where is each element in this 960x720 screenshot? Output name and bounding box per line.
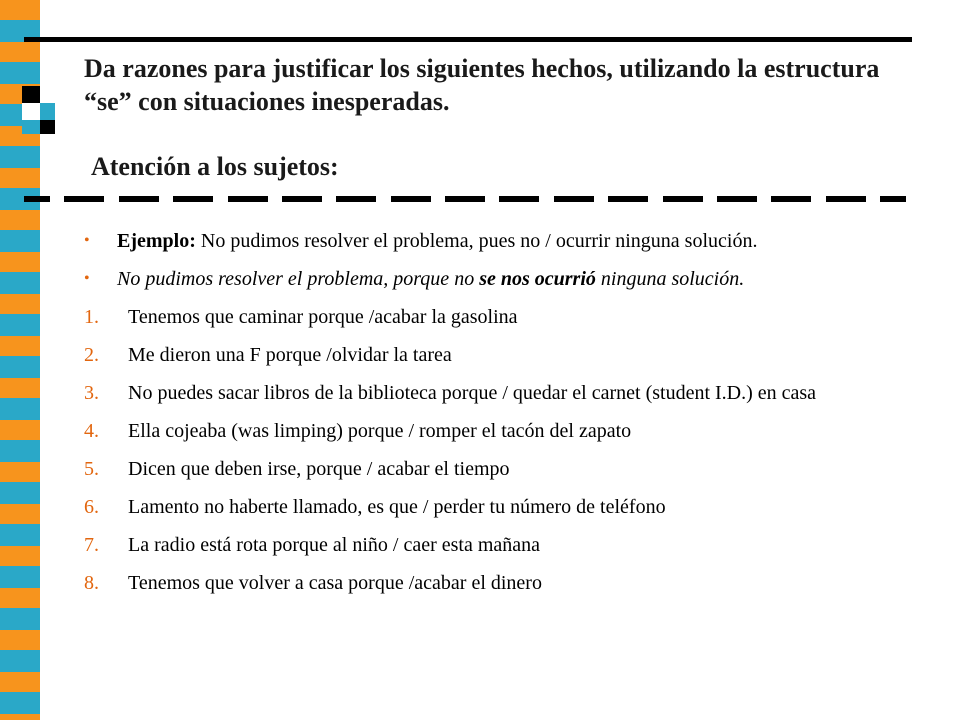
item-number: 7. bbox=[84, 534, 99, 556]
deco-square bbox=[22, 103, 40, 120]
list-item bbox=[84, 418, 924, 444]
item-text: Tenemos que caminar porque /acabar la gasolina bbox=[128, 306, 518, 328]
list-item bbox=[84, 380, 924, 406]
list-item bbox=[84, 456, 924, 482]
slide-subtitle: Atención a los sujetos: bbox=[91, 152, 339, 181]
item-text: Me dieron una F porque /olvidar la tarea bbox=[128, 344, 452, 366]
list-item bbox=[84, 342, 924, 368]
deco-square bbox=[22, 120, 40, 134]
answer-highlight: se nos ocurrió bbox=[479, 268, 596, 290]
item-number: 6. bbox=[84, 496, 99, 518]
deco-square bbox=[40, 103, 55, 120]
slide-content bbox=[84, 228, 924, 608]
item-number: 3. bbox=[84, 382, 99, 404]
example-label: Ejemplo: bbox=[117, 230, 196, 252]
item-number: 1. bbox=[84, 306, 99, 328]
item-text: La radio está rota porque al niño / caer esta mañana bbox=[128, 534, 541, 556]
answer-text-before: No pudimos resolver el problema, porque no bbox=[117, 268, 480, 290]
item-text: Ella cojeaba (was limping) porque / romper el tacón del zapato bbox=[128, 420, 632, 442]
deco-square bbox=[22, 86, 40, 103]
item-number: 2. bbox=[84, 344, 99, 366]
top-divider bbox=[24, 37, 912, 42]
list-item bbox=[84, 532, 924, 558]
answer-text-after: ninguna solución. bbox=[595, 268, 745, 290]
list-item bbox=[84, 494, 924, 520]
item-text: Tenemos que volver a casa porque /acabar el dinero bbox=[128, 572, 542, 594]
list-item bbox=[84, 304, 924, 330]
dashed-divider bbox=[24, 196, 906, 202]
item-number: 5. bbox=[84, 458, 99, 480]
item-number: 4. bbox=[84, 420, 99, 442]
item-text: Dicen que deben irse, porque / acabar el tiempo bbox=[128, 458, 510, 480]
bullet-icon: • bbox=[84, 232, 90, 249]
item-text: Lamento no haberte llamado, es que / perder tu número de teléfono bbox=[128, 496, 666, 518]
list-item bbox=[84, 570, 924, 596]
example-prompt-text: No pudimos resolver el problema, pues no / ocurrir ninguna solución. bbox=[195, 230, 758, 252]
bullet-icon: • bbox=[84, 270, 90, 287]
example-prompt bbox=[84, 228, 924, 254]
slide-title: Da razones para justificar los siguientes hechos, utilizando la estructura “se” con situaciones inesperadas. bbox=[84, 54, 880, 116]
deco-square bbox=[40, 120, 55, 134]
item-number: 8. bbox=[84, 572, 99, 594]
example-answer bbox=[84, 266, 924, 292]
item-text: No puedes sacar libros de la biblioteca porque / quedar el carnet (student I.D.) en casa bbox=[128, 382, 817, 404]
